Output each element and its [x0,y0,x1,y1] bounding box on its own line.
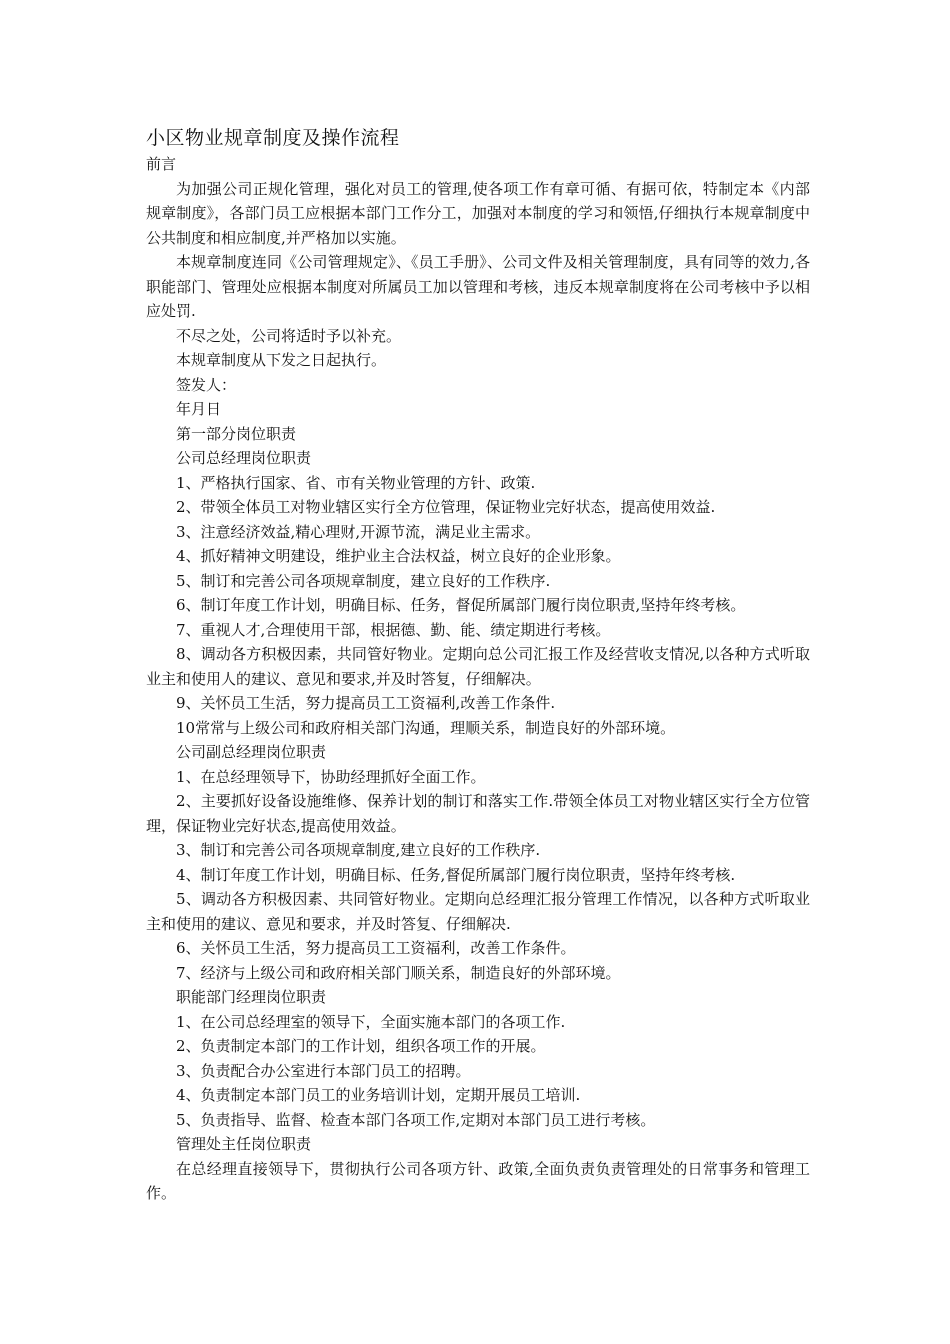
document-paragraph: 年月日 [176,400,222,418]
document-paragraph: 2、主要抓好设备设施维修、保养计划的制订和落实工作.带领全体员工对物业辖区实行全方位管理，保证物业完好状态,提高使用效益。 [146,792,810,835]
document-paragraph: 1、严格执行国家、省、市有关物业管理的方针、政策. [176,473,536,492]
document-paragraph: 职能部门经理岗位职责 [176,988,327,1006]
document-paragraph: 本规章制度连同《公司管理规定》、《员工手册》、公司文件及相关管理制度，具有同等的效力,各职能部门、管理处应根据本制度对所属员工加以管理和考核，违反本规章制度将在公司考核中予以相应处罚. [146,253,810,320]
document-paragraph: 3、注意经济效益,精心理财,开源节流，满足业主需求。 [176,522,541,541]
document-paragraph: 4、抓好精神文明建设，维护业主合法权益，树立良好的企业形象。 [176,547,621,565]
document-title: 小区物业规章制度及操作流程 [146,127,400,149]
document-paragraph: 不尽之处，公司将适时予以补充。 [176,326,402,345]
document-paragraph: 7、经济与上级公司和政府相关部门顺关系，制造良好的外部环境。 [176,963,621,982]
document-paragraph: 7、重视人才,合理使用干部，根据德、勤、能、绩定期进行考核。 [176,620,611,639]
document-paragraph: 5、负责指导、监督、检查本部门各项工作,定期对本部门员工进行考核。 [176,1110,656,1129]
document-paragraph: 4、制订年度工作计划，明确目标、任务,督促所属部门履行岗位职责，坚持年终考核. [176,865,736,884]
document-paragraph: 6、制订年度工作计划，明确目标、任务，督促所属部门履行岗位职责,坚持年终考核。 [176,596,746,614]
document-paragraph: 9、关怀员工生活，努力提高员工工资福利,改善工作条件. [176,694,556,712]
document-paragraph: 5、调动各方积极因素、共同管好物业。定期向总经理汇报分管理工作情况，以各种方式听取业主和使用的建议、意见和要求，并及时答复、仔细解决. [146,890,810,933]
document-page [146,124,810,1206]
document-paragraph: 在总经理直接领导下，贯彻执行公司各项方针、政策,全面负责负责管理处的日常事务和管理工作。 [146,1159,810,1202]
document-paragraph: 公司总经理岗位职责 [176,449,312,467]
document-paragraph: 6、关怀员工生活，努力提高员工工资福利，改善工作条件。 [176,939,576,957]
document-paragraph: 10常常与上级公司和政府相关部门沟通，理顺关系，制造良好的外部环境。 [176,718,676,737]
document-paragraph: 2、负责制定本部门的工作计划，组织各项工作的开展。 [176,1037,546,1055]
document-paragraph: 本规章制度从下发之日起执行。 [176,351,387,369]
document-paragraph: 为加强公司正规化管理，强化对员工的管理,使各项工作有章可循、有据可依，特制定本《内部规章制度》，各部门员工应根据本部门工作分工，加强对本制度的学习和领悟,仔细执行本规章制度中公共制度和相应制度,并严格加以实施。 [146,179,810,247]
document-paragraph: 8、调动各方积极因素，共同管好物业。定期向总公司汇报工作及经营收支情况,以各种方式听取业主和使用人的建议、意见和要求,并及时答复，仔细解决。 [146,645,810,688]
document-body [146,177,810,1206]
document-paragraph: 4、负责制定本部门员工的业务培训计划，定期开展员工培训. [176,1086,581,1104]
document-paragraph: 1、在总经理领导下，协助经理抓好全面工作。 [176,767,486,786]
document-paragraph: 签发人： [176,375,237,394]
document-paragraph: 管理处主任岗位职责 [176,1135,312,1153]
document-paragraph: 1、在公司总经理室的领导下，全面实施本部门的各项工作. [176,1012,566,1031]
preface-heading: 前言 [146,155,177,173]
document-paragraph: 5、制订和完善公司各项规章制度，建立良好的工作秩序. [176,571,551,590]
document-paragraph: 3、负责配合办公室进行本部门员工的招聘。 [176,1061,471,1080]
document-paragraph: 3、制订和完善公司各项规章制度,建立良好的工作秩序. [176,841,541,859]
document-paragraph: 2、带领全体员工对物业辖区实行全方位管理，保证物业完好状态，提高使用效益. [176,498,716,516]
document-paragraph: 公司副总经理岗位职责 [176,743,327,761]
document-paragraph: 第一部分岗位职责 [176,424,297,443]
